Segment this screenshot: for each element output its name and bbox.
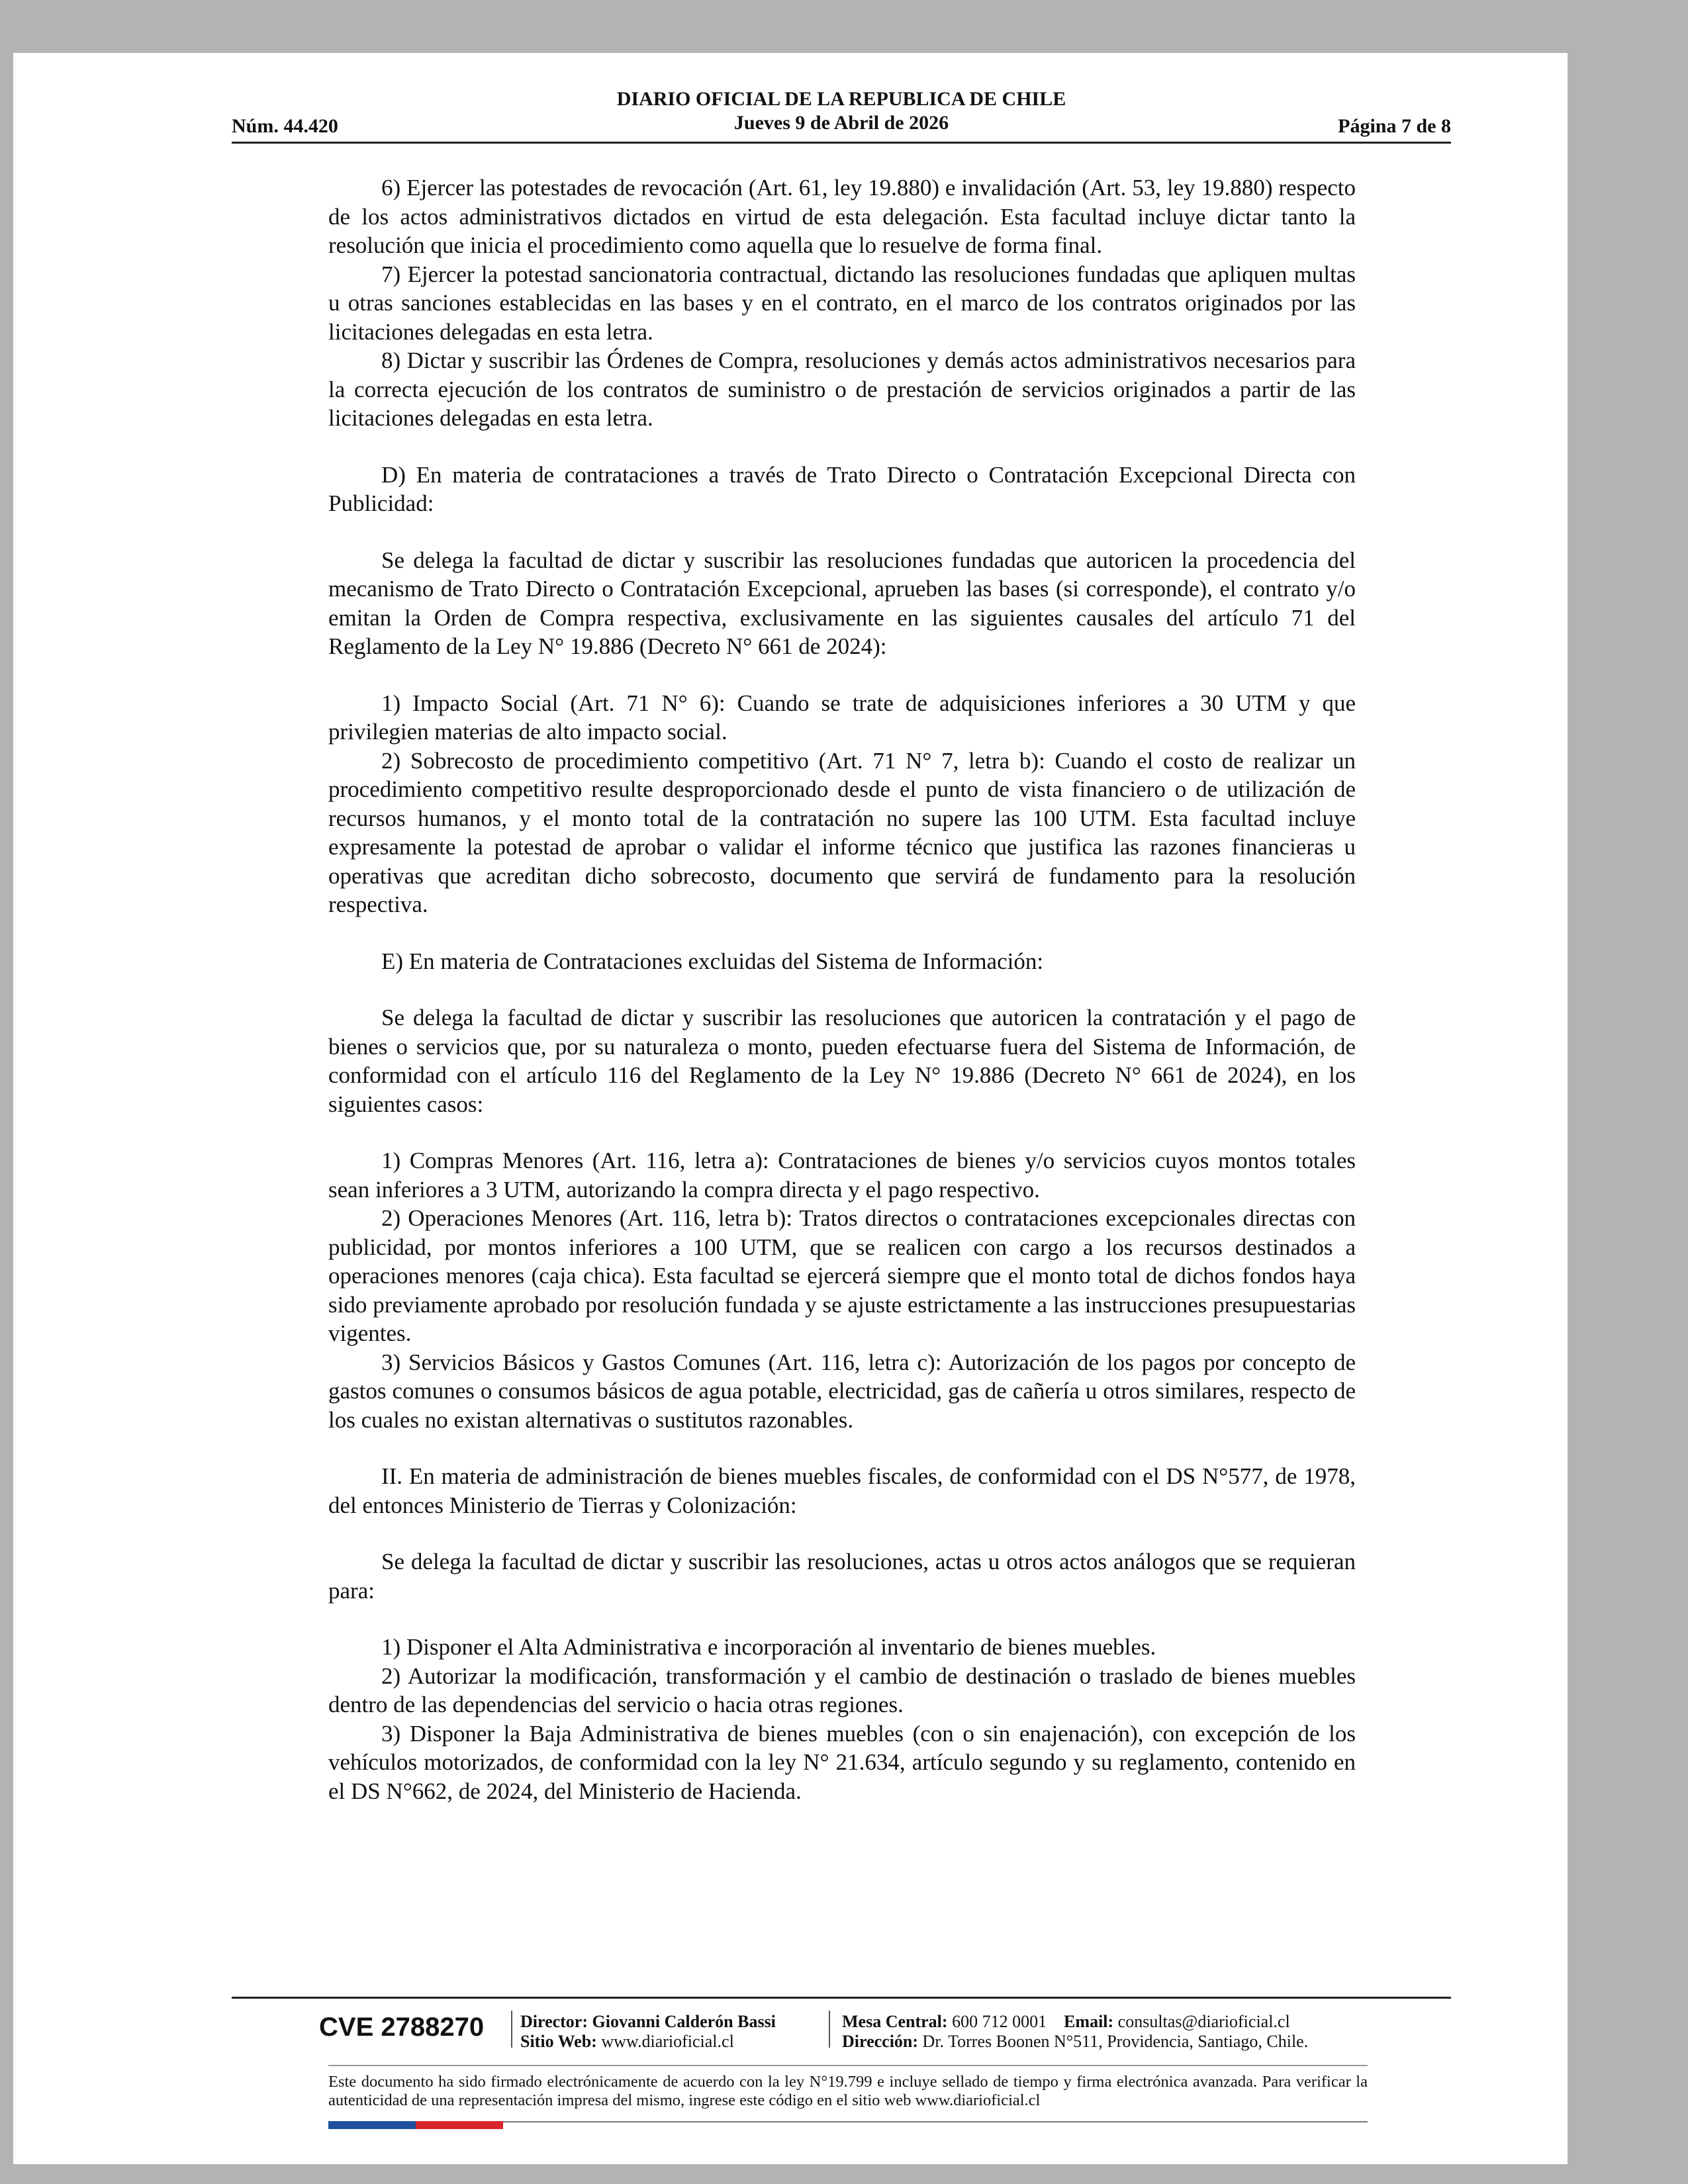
- paragraph: Se delega la facultad de dictar y suscribir las resoluciones que autoricen la contratación y el pago de bienes o servicios que, por su naturaleza o monto, pueden efectuarse fuera del Sistema de Información, de conformidad con el artículo 116 del Reglamento de la Ley N° 19.886 (Decreto N° 661 de 2024), en los siguientes casos:: [328, 1005, 1356, 1117]
- paragraph: 1) Impacto Social (Art. 71 N° 6): Cuando se trate de adquisiciones inferiores a 30 UTM y que privilegien materias de alto impacto social.: [328, 690, 1356, 745]
- phone-value: 600 712 0001: [952, 2012, 1047, 2031]
- email-label: Email:: [1064, 2012, 1114, 2031]
- issue-number: Núm. 44.420: [232, 115, 338, 137]
- director-name: Giovanni Calderón Bassi: [592, 2012, 776, 2031]
- footer-separator: [511, 2011, 512, 2048]
- section-heading-e: E) En materia de Contrataciones excluidas del Sistema de Información:: [381, 948, 1044, 974]
- section-heading-ii: II. En materia de administración de bienes muebles fiscales, de conformidad con el DS N°577, de 1978, del entonces Ministerio de Tierras y Colonización:: [328, 1463, 1356, 1518]
- document-body: [328, 173, 1356, 1805]
- address-value: Dr. Torres Boonen N°511, Providencia, Santiago, Chile.: [922, 2032, 1309, 2051]
- paragraph: 1) Disponer el Alta Administrativa e incorporación al inventario de bienes muebles.: [381, 1634, 1156, 1660]
- address-label: Dirección:: [842, 2032, 919, 2051]
- email-link[interactable]: consultas@diarioficial.cl: [1117, 2012, 1290, 2031]
- footer-director-block: [520, 2012, 776, 2052]
- paragraph: 2) Operaciones Menores (Art. 116, letra b): Tratos directos o contrataciones excepcionales directas con publicidad, por montos inferiores a 100 UTM, que se realicen con cargo a los recursos destinados a operaciones menores (caja chica). Esta facultad se ejercerá siempre que el monto total de dichos fondos haya sido previamente aprobado por resolución fundada y se ajuste estrictamente a las instrucciones presupuestarias vigentes.: [328, 1205, 1356, 1346]
- footer-contact-block: [842, 2012, 1308, 2052]
- paragraph: 3) Disponer la Baja Administrativa de bienes muebles (con o sin enajenación), con excepción de los vehículos motorizados, de conformidad con la ley N° 21.634, artículo segundo y su reglamento, contenido en el DS N°662, de 2024, del Ministerio de Hacienda.: [328, 1720, 1356, 1804]
- director-label: Director:: [520, 2012, 588, 2031]
- site-link[interactable]: www.diarioficial.cl: [601, 2032, 734, 2051]
- phone-label: Mesa Central:: [842, 2012, 948, 2031]
- publication-date: Jueves 9 de Abril de 2026: [733, 112, 949, 134]
- page-indicator: Página 7 de 8: [1338, 115, 1451, 137]
- document-page: [13, 53, 1568, 2164]
- header-divider: [232, 142, 1451, 144]
- section-heading-d: D) En materia de contrataciones a través de Trato Directo o Contratación Excepcional Directa con Publicidad:: [328, 461, 1356, 516]
- signature-note: Este documento ha sido firmado electrónicamente de acuerdo con la ley N°19.799 e incluye sellado de tiempo y firma electrónica avanzada. Para verificar la autenticidad de una representación impresa del mismo, ingrese este código en el sitio web www.diarioficial.cl: [328, 2073, 1368, 2109]
- site-label: Sitio Web:: [520, 2032, 597, 2051]
- paragraph: 6) Ejercer las potestades de revocación (Art. 61, ley 19.880) e invalidación (Art. 53, ley 19.880) respecto de los actos administrativos dictados en virtud de esta delegación. Esta facultad incluye dictar tanto la resolución que inicia el procedimiento como aquella que lo resuelve de forma final.: [328, 175, 1356, 258]
- publication-title: DIARIO OFICIAL DE LA REPUBLICA DE CHILE: [616, 88, 1066, 110]
- footer-note-divider: [328, 2065, 1368, 2066]
- cve-code: CVE 2788270: [319, 2013, 485, 2042]
- paragraph: Se delega la facultad de dictar y suscribir las resoluciones, actas u otros actos análogos que se requieran para:: [328, 1549, 1356, 1604]
- footer-divider: [232, 1997, 1451, 1999]
- paragraph: 1) Compras Menores (Art. 116, letra a): Contrataciones de bienes y/o servicios cuyos montos totales sean inferiores a 3 UTM, autorizando la compra directa y el pago respectivo.: [328, 1148, 1356, 1203]
- paragraph: Se delega la facultad de dictar y suscribir las resoluciones fundadas que autoricen la procedencia del mecanismo de Trato Directo o Contratación Excepcional, aprueben las bases (si corresponde), el contrato y/o emitan la Orden de Compra respectiva, exclusivamente en las siguientes causales del artículo 71 del Reglamento de la Ley N° 19.886 (Decreto N° 661 de 2024):: [328, 547, 1356, 659]
- flag-stripe-red: [416, 2121, 503, 2129]
- paragraph: 2) Autorizar la modificación, transformación y el cambio de destinación o traslado de bienes muebles dentro de las dependencias del servicio o hacia otras regiones.: [328, 1662, 1356, 1717]
- paragraph: 3) Servicios Básicos y Gastos Comunes (Art. 116, letra c): Autorización de los pagos por concepto de gastos comunes o consumos básicos de agua potable, electricidad, gas de cañería u otros similares, respecto de los cuales no existan alternativas o sustitutos razonables.: [328, 1349, 1356, 1433]
- page-header: [232, 87, 1451, 139]
- paragraph: 7) Ejercer la potestad sancionatoria contractual, dictando las resoluciones fundadas que apliquen multas u otras sanciones establecidas en las bases y en el contrato, en el marco de los contratos originados por las licitaciones delegadas en esta letra.: [328, 261, 1356, 345]
- header-center: [232, 87, 1451, 135]
- paragraph: 8) Dictar y suscribir las Órdenes de Compra, resoluciones y demás actos administrativos necesarios para la correcta ejecución de los contratos de suministro o de prestación de servicios originados a partir de las licitaciones delegadas en esta letra.: [328, 347, 1356, 431]
- footer-separator: [829, 2011, 830, 2048]
- paragraph: 2) Sobrecosto de procedimiento competitivo (Art. 71 N° 7, letra b): Cuando el costo de realizar un procedimiento competitivo resulte desproporcionado desde el punto de vista financiero o de utilización de recursos humanos, y el monto total de la contratación no supere las 100 UTM. Esta facultad incluye expresamente la potestad de aprobar o validar el informe técnico que justifica las razones financieras u operativas que acreditan dicho sobrecosto, documento que servirá de fundamento para la resolución respectiva.: [328, 747, 1356, 917]
- flag-stripe-blue: [328, 2121, 416, 2129]
